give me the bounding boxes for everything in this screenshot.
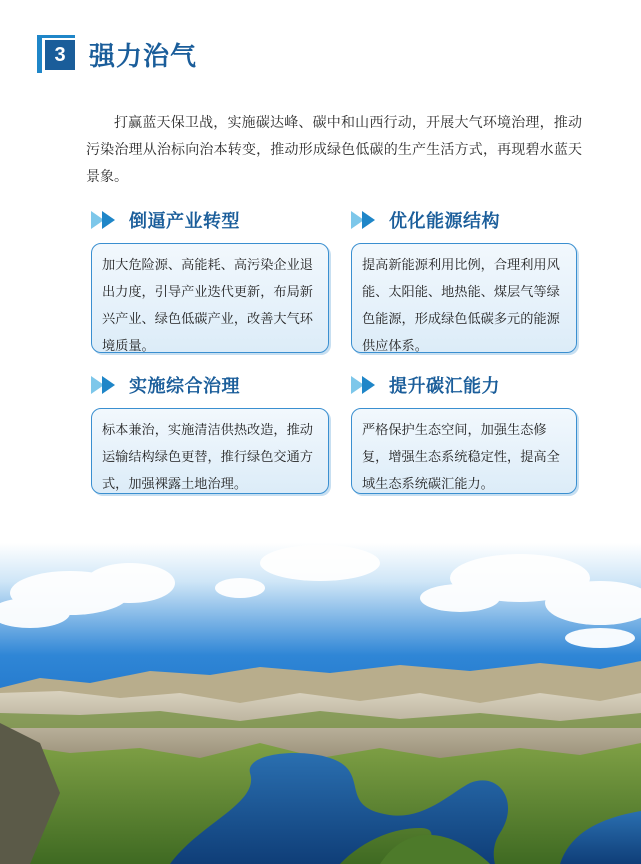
section-title: 强力治气 xyxy=(89,41,198,72)
card-title: 倒逼产业转型 xyxy=(129,211,240,232)
intro-paragraph: 打赢蓝天保卫战，实施碳达峰、碳中和山西行动，开展大气环境治理，推动污染治理从治标向治本转变，推动形成绿色低碳的生产生活方式，再现碧水蓝天景象。 xyxy=(86,115,582,185)
card-heading xyxy=(351,207,577,233)
card-title: 优化能源结构 xyxy=(389,211,500,232)
card-energy-structure xyxy=(351,207,577,353)
double-chevron-right-icon xyxy=(91,376,119,394)
card-body: 标本兼治，实施清洁供热改造，推动运输结构绿色更替，推行绿色交通方式，加强裸露土地治理。 xyxy=(91,408,329,494)
section-header xyxy=(37,34,197,74)
section-number: 3 xyxy=(45,40,75,70)
double-chevron-right-icon xyxy=(351,211,379,229)
double-chevron-right-icon xyxy=(91,211,119,229)
card-comprehensive-governance xyxy=(91,372,329,494)
canyon-landscape-photo xyxy=(0,543,641,864)
card-heading xyxy=(351,372,577,398)
card-title: 提升碳汇能力 xyxy=(389,376,500,397)
card-body: 加大危险源、高能耗、高污染企业退出力度，引导产业迭代更新，布局新兴产业、绿色低碳产业，改善大气环境质量。 xyxy=(91,243,329,353)
card-heading xyxy=(91,207,329,233)
section-number-frame xyxy=(37,35,75,73)
card-body: 提高新能源利用比例，合理利用风能、太阳能、地热能、煤层气等绿色能源，形成绿色低碳多元的能源供应体系。 xyxy=(351,243,577,353)
card-title: 实施综合治理 xyxy=(129,376,240,397)
card-industry-transformation xyxy=(91,207,329,353)
card-body: 严格保护生态空间，加强生态修复，增强生态系统稳定性，提高全域生态系统碳汇能力。 xyxy=(351,408,577,494)
double-chevron-right-icon xyxy=(351,376,379,394)
card-heading xyxy=(91,372,329,398)
card-carbon-sink xyxy=(351,372,577,494)
